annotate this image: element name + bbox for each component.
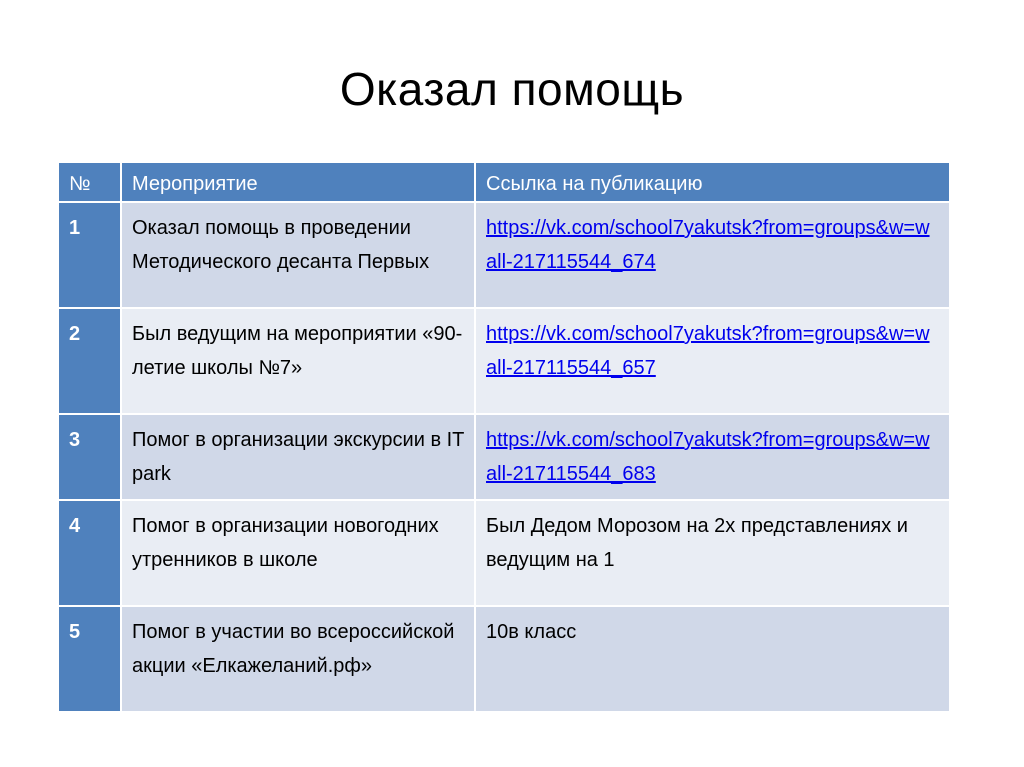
row-link-cell bbox=[475, 202, 949, 308]
table-row bbox=[59, 606, 949, 712]
table-row bbox=[59, 202, 949, 308]
row-number: 4 bbox=[59, 500, 121, 606]
table-row bbox=[59, 414, 949, 500]
row-number: 1 bbox=[59, 202, 121, 308]
publication-link[interactable]: https://vk.com/school7yakutsk?from=groups&w=wall-217115544_683 bbox=[486, 429, 930, 485]
row-number: 3 bbox=[59, 414, 121, 500]
header-event: Мероприятие bbox=[121, 163, 475, 202]
row-event: Помог в участии во всероссийской акции «Елкажеланий.рф» bbox=[121, 606, 475, 712]
table-row bbox=[59, 308, 949, 414]
row-event: Был ведущим на мероприятии «90-летие школы №7» bbox=[121, 308, 475, 414]
row-note: Был Дедом Морозом на 2х представлениях и ведущим на 1 bbox=[475, 500, 949, 606]
row-number: 2 bbox=[59, 308, 121, 414]
publication-link[interactable]: https://vk.com/school7yakutsk?from=groups&w=wall-217115544_657 bbox=[486, 323, 930, 379]
row-event: Помог в организации новогодних утренников в школе bbox=[121, 500, 475, 606]
publication-link[interactable]: https://vk.com/school7yakutsk?from=groups&w=wall-217115544_674 bbox=[486, 217, 930, 273]
row-note: 10в класс bbox=[475, 606, 949, 712]
row-link-cell bbox=[475, 414, 949, 500]
events-table bbox=[59, 163, 949, 713]
slide-title: Оказал помощь bbox=[339, 63, 685, 115]
row-link-cell bbox=[475, 308, 949, 414]
table-row bbox=[59, 500, 949, 606]
table-header-row bbox=[59, 163, 949, 202]
header-number: № bbox=[59, 163, 121, 202]
row-event: Оказал помощь в проведении Методического десанта Первых bbox=[121, 202, 475, 308]
row-event: Помог в организации экскурсии в IT park bbox=[121, 414, 475, 500]
header-link: Ссылка на публикацию bbox=[475, 163, 949, 202]
row-number: 5 bbox=[59, 606, 121, 712]
